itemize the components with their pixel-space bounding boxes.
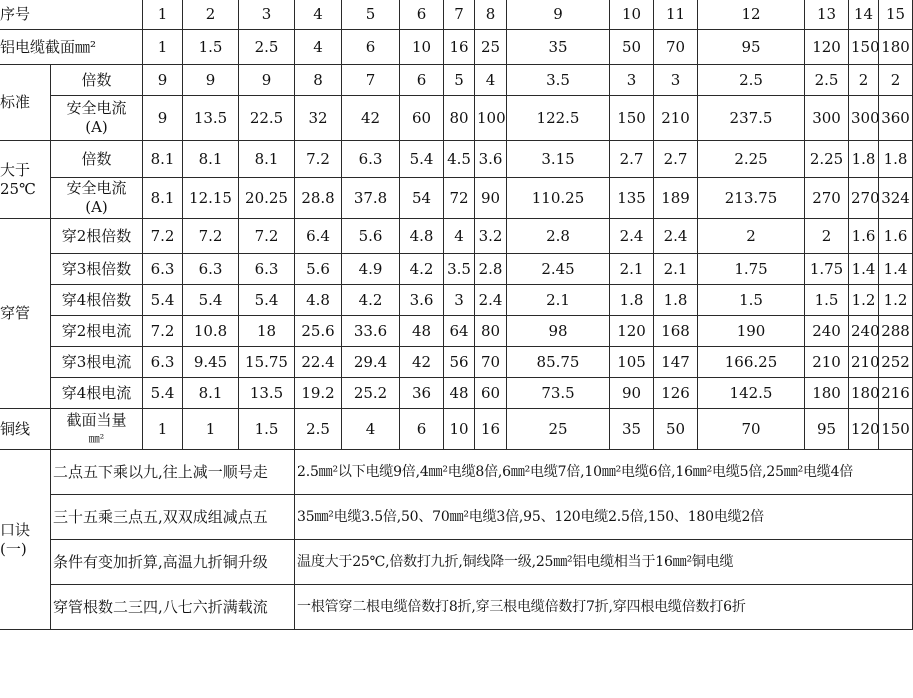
- mnemonic-group-label: [0, 450, 51, 630]
- area-cell: 4: [295, 30, 342, 65]
- serial-cell: 6: [400, 0, 444, 30]
- value-cell: 189: [654, 178, 698, 219]
- value-cell: 2.7: [610, 141, 654, 178]
- value-cell: 42: [400, 347, 444, 378]
- value-cell: 2.8: [507, 219, 610, 254]
- value-cell: 300: [805, 96, 849, 141]
- value-cell: 1.4: [849, 254, 879, 285]
- value-cell: 122.5: [507, 96, 610, 141]
- value-cell: 1.6: [879, 219, 913, 254]
- value-cell: 1.8: [879, 141, 913, 178]
- value-cell: 60: [400, 96, 444, 141]
- value-cell: 22.4: [295, 347, 342, 378]
- value-cell: 1.5: [698, 285, 805, 316]
- conduit-row-label: 穿4根电流: [51, 378, 143, 409]
- area-cell: 50: [610, 30, 654, 65]
- standard-group-label: 标准: [0, 65, 51, 141]
- value-cell: 70: [475, 347, 507, 378]
- serial-cell: 13: [805, 0, 849, 30]
- row-hot-current: [0, 178, 913, 219]
- value-cell: 19.2: [295, 378, 342, 409]
- value-cell: 2.45: [507, 254, 610, 285]
- value-cell: 48: [400, 316, 444, 347]
- value-cell: 20.25: [239, 178, 295, 219]
- value-cell: 7.2: [295, 141, 342, 178]
- value-cell: 33.6: [342, 316, 400, 347]
- serial-cell: 1: [143, 0, 183, 30]
- value-cell: 29.4: [342, 347, 400, 378]
- row-mnemonic-1: [0, 450, 913, 495]
- value-cell: 1.8: [610, 285, 654, 316]
- serial-cell: 10: [610, 0, 654, 30]
- copper-label-line1: 截面当量: [66, 410, 127, 429]
- value-cell: 10.8: [183, 316, 239, 347]
- mnemonic-explanation: 35㎜²电缆3.5倍,50、70㎜²电缆3倍,95、120电缆2.5倍,150、180电缆2倍: [295, 495, 913, 540]
- current-unit-text: (A): [85, 118, 108, 136]
- value-cell: 180: [849, 378, 879, 409]
- value-cell: 3.2: [475, 219, 507, 254]
- value-cell: 22.5: [239, 96, 295, 141]
- aluminum-area-label: 铝电缆截面㎜²: [0, 30, 143, 65]
- value-cell: 6.3: [239, 254, 295, 285]
- value-cell: 8.1: [239, 141, 295, 178]
- value-cell: 3: [610, 65, 654, 96]
- value-cell: 252: [879, 347, 913, 378]
- area-cell: 25: [475, 30, 507, 65]
- value-cell: 2: [849, 65, 879, 96]
- row-conduit-2-multiplier: [0, 219, 913, 254]
- serial-label: 序号: [0, 0, 143, 30]
- area-cell: 16: [444, 30, 475, 65]
- value-cell: 9: [143, 65, 183, 96]
- value-cell: 3: [654, 65, 698, 96]
- value-cell: 300: [849, 96, 879, 141]
- value-cell: 98: [507, 316, 610, 347]
- value-cell: 5.6: [342, 219, 400, 254]
- value-cell: 240: [805, 316, 849, 347]
- value-cell: 7.2: [239, 219, 295, 254]
- serial-cell: 3: [239, 0, 295, 30]
- value-cell: 2: [805, 219, 849, 254]
- value-cell: 1.4: [879, 254, 913, 285]
- value-cell: 216: [879, 378, 913, 409]
- value-cell: 70: [698, 409, 805, 450]
- hot-group-line1: 大于: [0, 160, 31, 179]
- area-cell: 150: [849, 30, 879, 65]
- value-cell: 2.5: [698, 65, 805, 96]
- value-cell: 1.2: [849, 285, 879, 316]
- value-cell: 5.4: [143, 378, 183, 409]
- value-cell: 210: [654, 96, 698, 141]
- value-cell: 2.7: [654, 141, 698, 178]
- value-cell: 64: [444, 316, 475, 347]
- value-cell: 2.25: [805, 141, 849, 178]
- value-cell: 324: [879, 178, 913, 219]
- mnemonic-phrase: 条件有变加折算,高温九折铜升级: [51, 540, 295, 585]
- value-cell: 5.4: [183, 285, 239, 316]
- area-cell: 6: [342, 30, 400, 65]
- row-mnemonic-3: [0, 540, 913, 585]
- serial-cell: 12: [698, 0, 805, 30]
- row-conduit-4-multiplier: [0, 285, 913, 316]
- value-cell: 56: [444, 347, 475, 378]
- serial-cell: 11: [654, 0, 698, 30]
- value-cell: 6.3: [143, 347, 183, 378]
- value-cell: 168: [654, 316, 698, 347]
- value-cell: 190: [698, 316, 805, 347]
- value-cell: 72: [444, 178, 475, 219]
- serial-cell: 7: [444, 0, 475, 30]
- value-cell: 1.2: [879, 285, 913, 316]
- area-cell: 70: [654, 30, 698, 65]
- value-cell: 3.6: [475, 141, 507, 178]
- conduit-row-label: 穿4根倍数: [51, 285, 143, 316]
- value-cell: 12.15: [183, 178, 239, 219]
- value-cell: 7.2: [183, 219, 239, 254]
- value-cell: 8.1: [143, 141, 183, 178]
- value-cell: 10: [444, 409, 475, 450]
- value-cell: 2.4: [610, 219, 654, 254]
- mnemonic-phrase: 二点五下乘以九,往上减一顺号走: [51, 450, 295, 495]
- value-cell: 9.45: [183, 347, 239, 378]
- value-cell: 9: [183, 65, 239, 96]
- serial-cell: 15: [879, 0, 913, 30]
- value-cell: 9: [143, 96, 183, 141]
- value-cell: 2.1: [654, 254, 698, 285]
- value-cell: 48: [444, 378, 475, 409]
- value-cell: 90: [610, 378, 654, 409]
- value-cell: 85.75: [507, 347, 610, 378]
- value-cell: 2.4: [475, 285, 507, 316]
- conduit-row-label: 穿3根倍数: [51, 254, 143, 285]
- value-cell: 2.1: [507, 285, 610, 316]
- mnemonic-phrase: 穿管根数二三四,八七六折满载流: [51, 585, 295, 630]
- value-cell: 6.3: [342, 141, 400, 178]
- value-cell: 150: [879, 409, 913, 450]
- hot-group-line2: 25℃: [0, 179, 36, 198]
- conduit-group-label: 穿管: [0, 219, 51, 409]
- value-cell: 150: [610, 96, 654, 141]
- value-cell: 7.2: [143, 219, 183, 254]
- row-copper-equivalent: [0, 409, 913, 450]
- value-cell: 42: [342, 96, 400, 141]
- value-cell: 28.8: [295, 178, 342, 219]
- hot-current-label: [51, 178, 143, 219]
- conduit-row-label: 穿2根电流: [51, 316, 143, 347]
- value-cell: 4.8: [400, 219, 444, 254]
- value-cell: 32: [295, 96, 342, 141]
- value-cell: 5.4: [400, 141, 444, 178]
- value-cell: 8.1: [183, 141, 239, 178]
- current-label-text: 安全电流: [66, 179, 127, 197]
- row-hot-multiplier: [0, 141, 913, 178]
- value-cell: 2.8: [475, 254, 507, 285]
- value-cell: 95: [805, 409, 849, 450]
- serial-cell: 8: [475, 0, 507, 30]
- value-cell: 3: [444, 285, 475, 316]
- value-cell: 210: [805, 347, 849, 378]
- area-cell: 120: [805, 30, 849, 65]
- standard-multiplier-label: 倍数: [51, 65, 143, 96]
- conduit-row-label: 穿3根电流: [51, 347, 143, 378]
- value-cell: 1.5: [805, 285, 849, 316]
- area-cell: 10: [400, 30, 444, 65]
- value-cell: 270: [805, 178, 849, 219]
- copper-group-label: 铜线: [0, 409, 51, 450]
- value-cell: 8.1: [183, 378, 239, 409]
- value-cell: 110.25: [507, 178, 610, 219]
- value-cell: 237.5: [698, 96, 805, 141]
- value-cell: 3.5: [444, 254, 475, 285]
- value-cell: 100: [475, 96, 507, 141]
- standard-current-label: [51, 96, 143, 141]
- value-cell: 126: [654, 378, 698, 409]
- value-cell: 4: [342, 409, 400, 450]
- value-cell: 120: [849, 409, 879, 450]
- mnemonic-group-line2: (一): [0, 539, 27, 558]
- row-aluminum-area: [0, 30, 913, 65]
- row-conduit-2-current: [0, 316, 913, 347]
- area-cell: 35: [507, 30, 610, 65]
- value-cell: 120: [610, 316, 654, 347]
- value-cell: 135: [610, 178, 654, 219]
- value-cell: 35: [610, 409, 654, 450]
- value-cell: 7: [342, 65, 400, 96]
- value-cell: 36: [400, 378, 444, 409]
- value-cell: 6.3: [183, 254, 239, 285]
- mnemonic-group-line1: 口诀: [0, 520, 31, 539]
- mnemonic-phrase: 三十五乘三点五,双双成组减点五: [51, 495, 295, 540]
- copper-label-line2: ㎜²: [88, 431, 105, 445]
- area-cell: 2.5: [239, 30, 295, 65]
- value-cell: 13.5: [239, 378, 295, 409]
- value-cell: 7.2: [143, 316, 183, 347]
- area-cell: 180: [879, 30, 913, 65]
- value-cell: 4.9: [342, 254, 400, 285]
- hot-group-label: [0, 141, 51, 219]
- value-cell: 8: [295, 65, 342, 96]
- row-mnemonic-2: [0, 495, 913, 540]
- value-cell: 80: [444, 96, 475, 141]
- area-cell: 1.5: [183, 30, 239, 65]
- value-cell: 80: [475, 316, 507, 347]
- value-cell: 240: [849, 316, 879, 347]
- value-cell: 105: [610, 347, 654, 378]
- row-conduit-3-multiplier: [0, 254, 913, 285]
- area-cell: 1: [143, 30, 183, 65]
- value-cell: 6: [400, 409, 444, 450]
- value-cell: 9: [239, 65, 295, 96]
- value-cell: 270: [849, 178, 879, 219]
- value-cell: 4.8: [295, 285, 342, 316]
- value-cell: 4.2: [400, 254, 444, 285]
- hot-multiplier-label: 倍数: [51, 141, 143, 178]
- value-cell: 73.5: [507, 378, 610, 409]
- value-cell: 50: [654, 409, 698, 450]
- value-cell: 166.25: [698, 347, 805, 378]
- mnemonic-explanation: 一根管穿二根电缆倍数打8折,穿三根电缆倍数打7折,穿四根电缆倍数打6折: [295, 585, 913, 630]
- serial-cell: 14: [849, 0, 879, 30]
- value-cell: 18: [239, 316, 295, 347]
- value-cell: 2.25: [698, 141, 805, 178]
- value-cell: 2: [879, 65, 913, 96]
- value-cell: 15.75: [239, 347, 295, 378]
- row-mnemonic-4: [0, 585, 913, 630]
- value-cell: 1.6: [849, 219, 879, 254]
- value-cell: 8.1: [143, 178, 183, 219]
- value-cell: 6.3: [143, 254, 183, 285]
- mnemonic-explanation: 温度大于25℃,倍数打九折,铜线降一级,25㎜²铝电缆相当于16㎜²铜电缆: [295, 540, 913, 585]
- value-cell: 3.5: [507, 65, 610, 96]
- mnemonic-explanation: 2.5㎜²以下电缆9倍,4㎜²电缆8倍,6㎜²电缆7倍,10㎜²电缆6倍,16㎜²电缆5倍,25㎜²电缆4倍: [295, 450, 913, 495]
- value-cell: 6: [400, 65, 444, 96]
- value-cell: 1.75: [698, 254, 805, 285]
- value-cell: 180: [805, 378, 849, 409]
- value-cell: 1.8: [849, 141, 879, 178]
- value-cell: 4: [475, 65, 507, 96]
- value-cell: 3.15: [507, 141, 610, 178]
- value-cell: 4.5: [444, 141, 475, 178]
- current-label-text: 安全电流: [66, 99, 127, 117]
- current-unit-text: (A): [85, 198, 108, 216]
- value-cell: 5.4: [143, 285, 183, 316]
- value-cell: 2.5: [805, 65, 849, 96]
- value-cell: 360: [879, 96, 913, 141]
- value-cell: 4: [444, 219, 475, 254]
- serial-cell: 9: [507, 0, 610, 30]
- value-cell: 1.5: [239, 409, 295, 450]
- value-cell: 4.2: [342, 285, 400, 316]
- value-cell: 25.6: [295, 316, 342, 347]
- value-cell: 5.6: [295, 254, 342, 285]
- row-serial: [0, 0, 913, 30]
- value-cell: 147: [654, 347, 698, 378]
- serial-cell: 5: [342, 0, 400, 30]
- value-cell: 1.8: [654, 285, 698, 316]
- value-cell: 2: [698, 219, 805, 254]
- row-standard-multiplier: [0, 65, 913, 96]
- value-cell: 13.5: [183, 96, 239, 141]
- row-conduit-4-current: [0, 378, 913, 409]
- value-cell: 213.75: [698, 178, 805, 219]
- value-cell: 6.4: [295, 219, 342, 254]
- serial-cell: 4: [295, 0, 342, 30]
- value-cell: 210: [849, 347, 879, 378]
- value-cell: 2.1: [610, 254, 654, 285]
- copper-label: [51, 409, 143, 450]
- serial-cell: 2: [183, 0, 239, 30]
- value-cell: 25: [507, 409, 610, 450]
- value-cell: 54: [400, 178, 444, 219]
- value-cell: 5: [444, 65, 475, 96]
- area-cell: 95: [698, 30, 805, 65]
- value-cell: 142.5: [698, 378, 805, 409]
- value-cell: 288: [879, 316, 913, 347]
- value-cell: 60: [475, 378, 507, 409]
- value-cell: 1: [143, 409, 183, 450]
- value-cell: 3.6: [400, 285, 444, 316]
- conduit-row-label: 穿2根倍数: [51, 219, 143, 254]
- value-cell: 1.75: [805, 254, 849, 285]
- value-cell: 37.8: [342, 178, 400, 219]
- value-cell: 5.4: [239, 285, 295, 316]
- value-cell: 25.2: [342, 378, 400, 409]
- value-cell: 2.4: [654, 219, 698, 254]
- row-conduit-3-current: [0, 347, 913, 378]
- value-cell: 2.5: [295, 409, 342, 450]
- value-cell: 16: [475, 409, 507, 450]
- row-standard-current: [0, 96, 913, 141]
- value-cell: 90: [475, 178, 507, 219]
- value-cell: 1: [183, 409, 239, 450]
